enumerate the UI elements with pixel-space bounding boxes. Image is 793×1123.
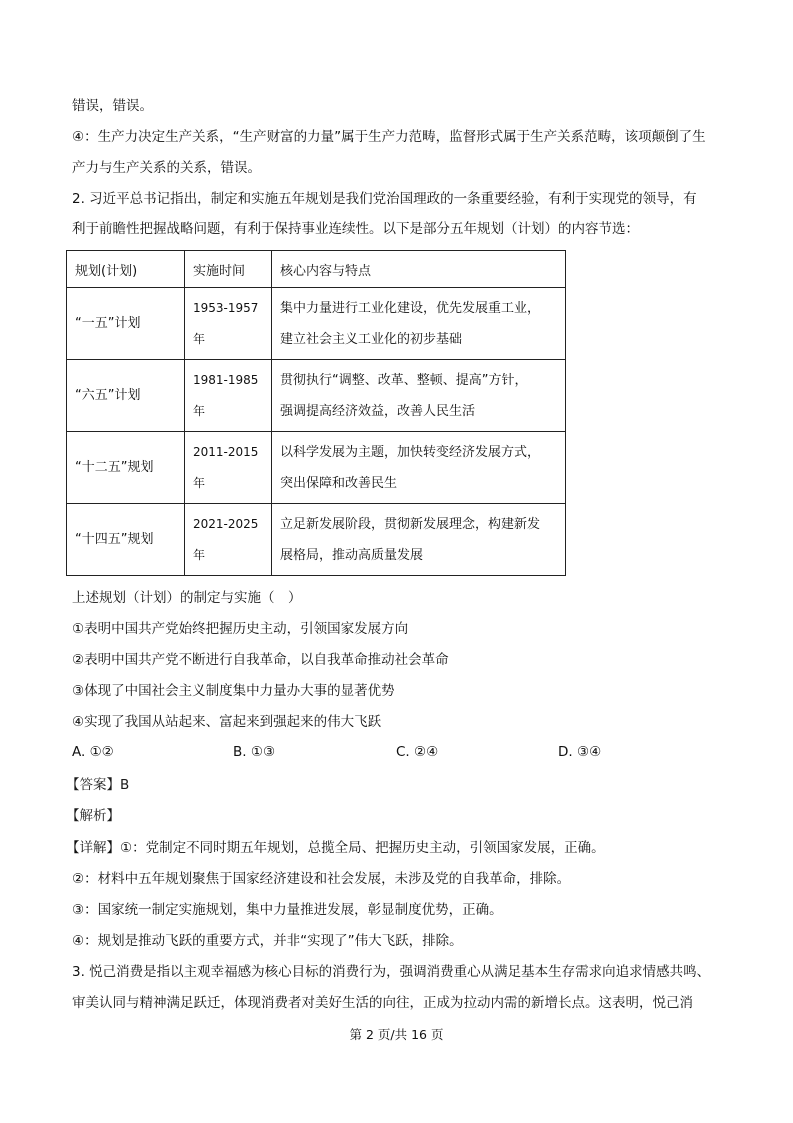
answer-label: 【答案】B <box>66 777 130 793</box>
text-line: 错误，错误。 <box>72 98 153 114</box>
page-footer: 第 2 页/共 16 页 <box>349 1027 444 1042</box>
option-a: A. ①② <box>72 744 114 760</box>
plan-content: 以科学发展为主题，加快转变经济发展方式， 突出保障和改善民生 <box>272 432 566 504</box>
statement: ①表明中国共产党始终把握历史主动，引领国家发展方向 <box>72 621 409 637</box>
text-line: 产力与生产关系的关系，错误。 <box>72 160 261 176</box>
plan-name: “一五”计划 <box>67 288 185 360</box>
plan-time: 1981-1985 年 <box>185 360 272 432</box>
plan-time: 2021-2025 年 <box>185 504 272 576</box>
question-3-line: 3. 悦己消费是指以主观幸福感为核心目标的消费行为，强调消费重心从满足基本生存需求向追求情感共鸣、 <box>72 964 711 980</box>
question-3-line: 审美认同与精神满足跃迁，体现消费者对美好生活的向往，正成为拉动内需的新增长点。这表明，悦己消 <box>72 995 693 1011</box>
plan-table <box>66 250 566 576</box>
plan-time: 2011-2015 年 <box>185 432 272 504</box>
table-row <box>67 432 566 504</box>
plan-time: 1953-1957 年 <box>185 288 272 360</box>
statement: ③体现了中国社会主义制度集中力量办大事的显著优势 <box>72 683 395 699</box>
plan-content: 立足新发展阶段，贯彻新发展理念，构建新发 展格局，推动高质量发展 <box>272 504 566 576</box>
answer-options <box>72 744 712 764</box>
question-2-line: 利于前瞻性把握战略问题，有利于保持事业连续性。以下是部分五年规划（计划）的内容节选： <box>72 221 639 237</box>
plan-content: 集中力量进行工业化建设，优先发展重工业， 建立社会主义工业化的初步基础 <box>272 288 566 360</box>
plan-content: 贯彻执行“调整、改革、整顿、提高”方针， 强调提高经济效益，改善人民生活 <box>272 360 566 432</box>
option-d: D. ③④ <box>558 744 602 760</box>
statement: ④实现了我国从站起来、富起来到强起来的伟大飞跃 <box>72 714 382 730</box>
question-2-line: 2. 习近平总书记指出，制定和实施五年规划是我们党治国理政的一条重要经验，有利于实现党的领导，有 <box>72 191 697 207</box>
explanation-line: ④：规划是推动飞跃的重要方式，并非“实现了”伟大飞跃，排除。 <box>72 933 463 949</box>
question-stem: 上述规划（计划）的制定与实施（ ） <box>72 590 302 606</box>
option-b: B. ①③ <box>233 744 276 760</box>
table-row <box>67 504 566 576</box>
table-header: 实施时间 <box>185 251 272 288</box>
table-row <box>67 288 566 360</box>
table-header: 核心内容与特点 <box>272 251 566 288</box>
table-header: 规划(计划) <box>67 251 185 288</box>
explanation-line: 【详解】①：党制定不同时期五年规划，总揽全局、把握历史主动，引领国家发展，正确。 <box>66 840 605 856</box>
plan-name: “六五”计划 <box>67 360 185 432</box>
plan-name: “十二五”规划 <box>67 432 185 504</box>
table-row <box>67 360 566 432</box>
option-c: C. ②④ <box>396 744 439 760</box>
explanation-line: ③：国家统一制定实施规划，集中力量推进发展，彰显制度优势，正确。 <box>72 902 503 918</box>
analysis-label: 【解析】 <box>66 808 120 824</box>
explanation-line: ②：材料中五年规划聚焦于国家经济建设和社会发展，未涉及党的自我革命，排除。 <box>72 871 571 887</box>
statement: ②表明中国共产党不断进行自我革命，以自我革命推动社会革命 <box>72 652 449 668</box>
text-line: ④：生产力决定生产关系，“生产财富的力量”属于生产力范畴，监督形式属于生产关系范畴，该项颠倒了生 <box>72 129 706 145</box>
plan-name: “十四五”规划 <box>67 504 185 576</box>
table-header-row <box>67 251 566 288</box>
